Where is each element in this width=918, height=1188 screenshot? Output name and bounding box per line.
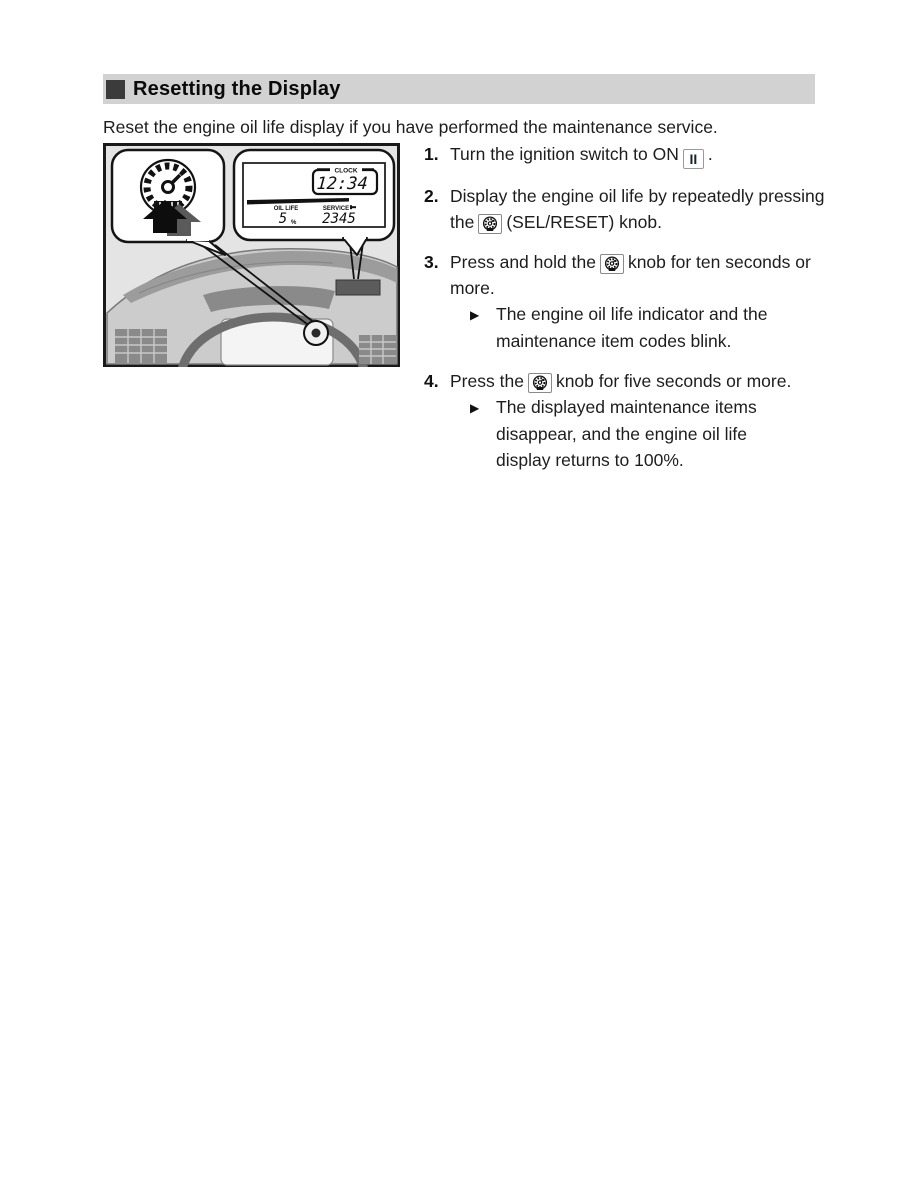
step-text-pre: Press the <box>450 371 524 391</box>
result-text: The displayed maintenance items disappear, and the engine oil life display returns to 100%. <box>496 397 757 470</box>
section-header-bar <box>103 74 815 104</box>
step-number: 3. <box>424 252 439 272</box>
sel-reset-knob-icon <box>600 254 624 274</box>
display-callout <box>234 150 394 255</box>
step-result <box>470 394 786 473</box>
sel-reset-knob-icon <box>528 373 552 393</box>
step-4 <box>424 368 826 473</box>
steps-list <box>424 141 826 487</box>
ignition-on-II-icon: II <box>683 149 704 169</box>
step-number: 4. <box>424 371 439 391</box>
step-text <box>450 141 826 169</box>
step-number: 1. <box>424 144 439 164</box>
step-text-pre: Display the engine oil life by repeatedly pressing the <box>450 186 825 232</box>
left-vent <box>115 329 167 363</box>
result-text: The engine oil life indicator and the maintenance item codes blink. <box>496 304 768 351</box>
service-label: SERVICE <box>322 206 350 212</box>
knob-callout <box>112 150 225 255</box>
step-text-post: knob for five seconds or more. <box>555 371 792 391</box>
step-text-pre: Press and hold the <box>450 252 596 272</box>
step-number: 2. <box>424 186 439 206</box>
step-text <box>450 183 826 235</box>
result-arrow-icon: ▶ <box>470 401 480 415</box>
result-arrow-icon: ▶ <box>470 308 480 322</box>
oil-life-label: OIL LIFE <box>273 206 299 212</box>
sel-reset-knob-icon <box>478 214 502 234</box>
step-2 <box>424 183 826 235</box>
right-vent <box>359 335 396 364</box>
cluster-display-graphic <box>243 163 385 227</box>
section-marker-square <box>106 80 125 99</box>
step-3 <box>424 249 826 354</box>
step-text-post: (SEL/RESET) knob. <box>506 212 662 232</box>
step-text <box>450 368 826 473</box>
clock-value: 12:34 <box>315 174 369 194</box>
step-text-post: . <box>707 144 713 164</box>
step-text-post: knob for ten seconds or more. <box>450 252 811 298</box>
display-location-marker <box>336 280 380 295</box>
step-result <box>470 301 786 354</box>
section-title: Resetting the Display <box>133 77 341 100</box>
knob-location-marker <box>304 321 328 345</box>
service-code: 2345 <box>322 211 356 227</box>
step-text-pre: Turn the ignition switch to ON <box>450 144 679 164</box>
clock-label: CLOCK <box>334 167 358 175</box>
oil-life-unit: % <box>291 220 297 226</box>
step-1 <box>424 141 826 169</box>
intro-text: Reset the engine oil life display if you have performed the maintenance service. <box>103 117 718 137</box>
step-text <box>450 249 826 354</box>
figure-illustration <box>103 143 400 367</box>
oil-life-value: 5 <box>278 211 288 227</box>
